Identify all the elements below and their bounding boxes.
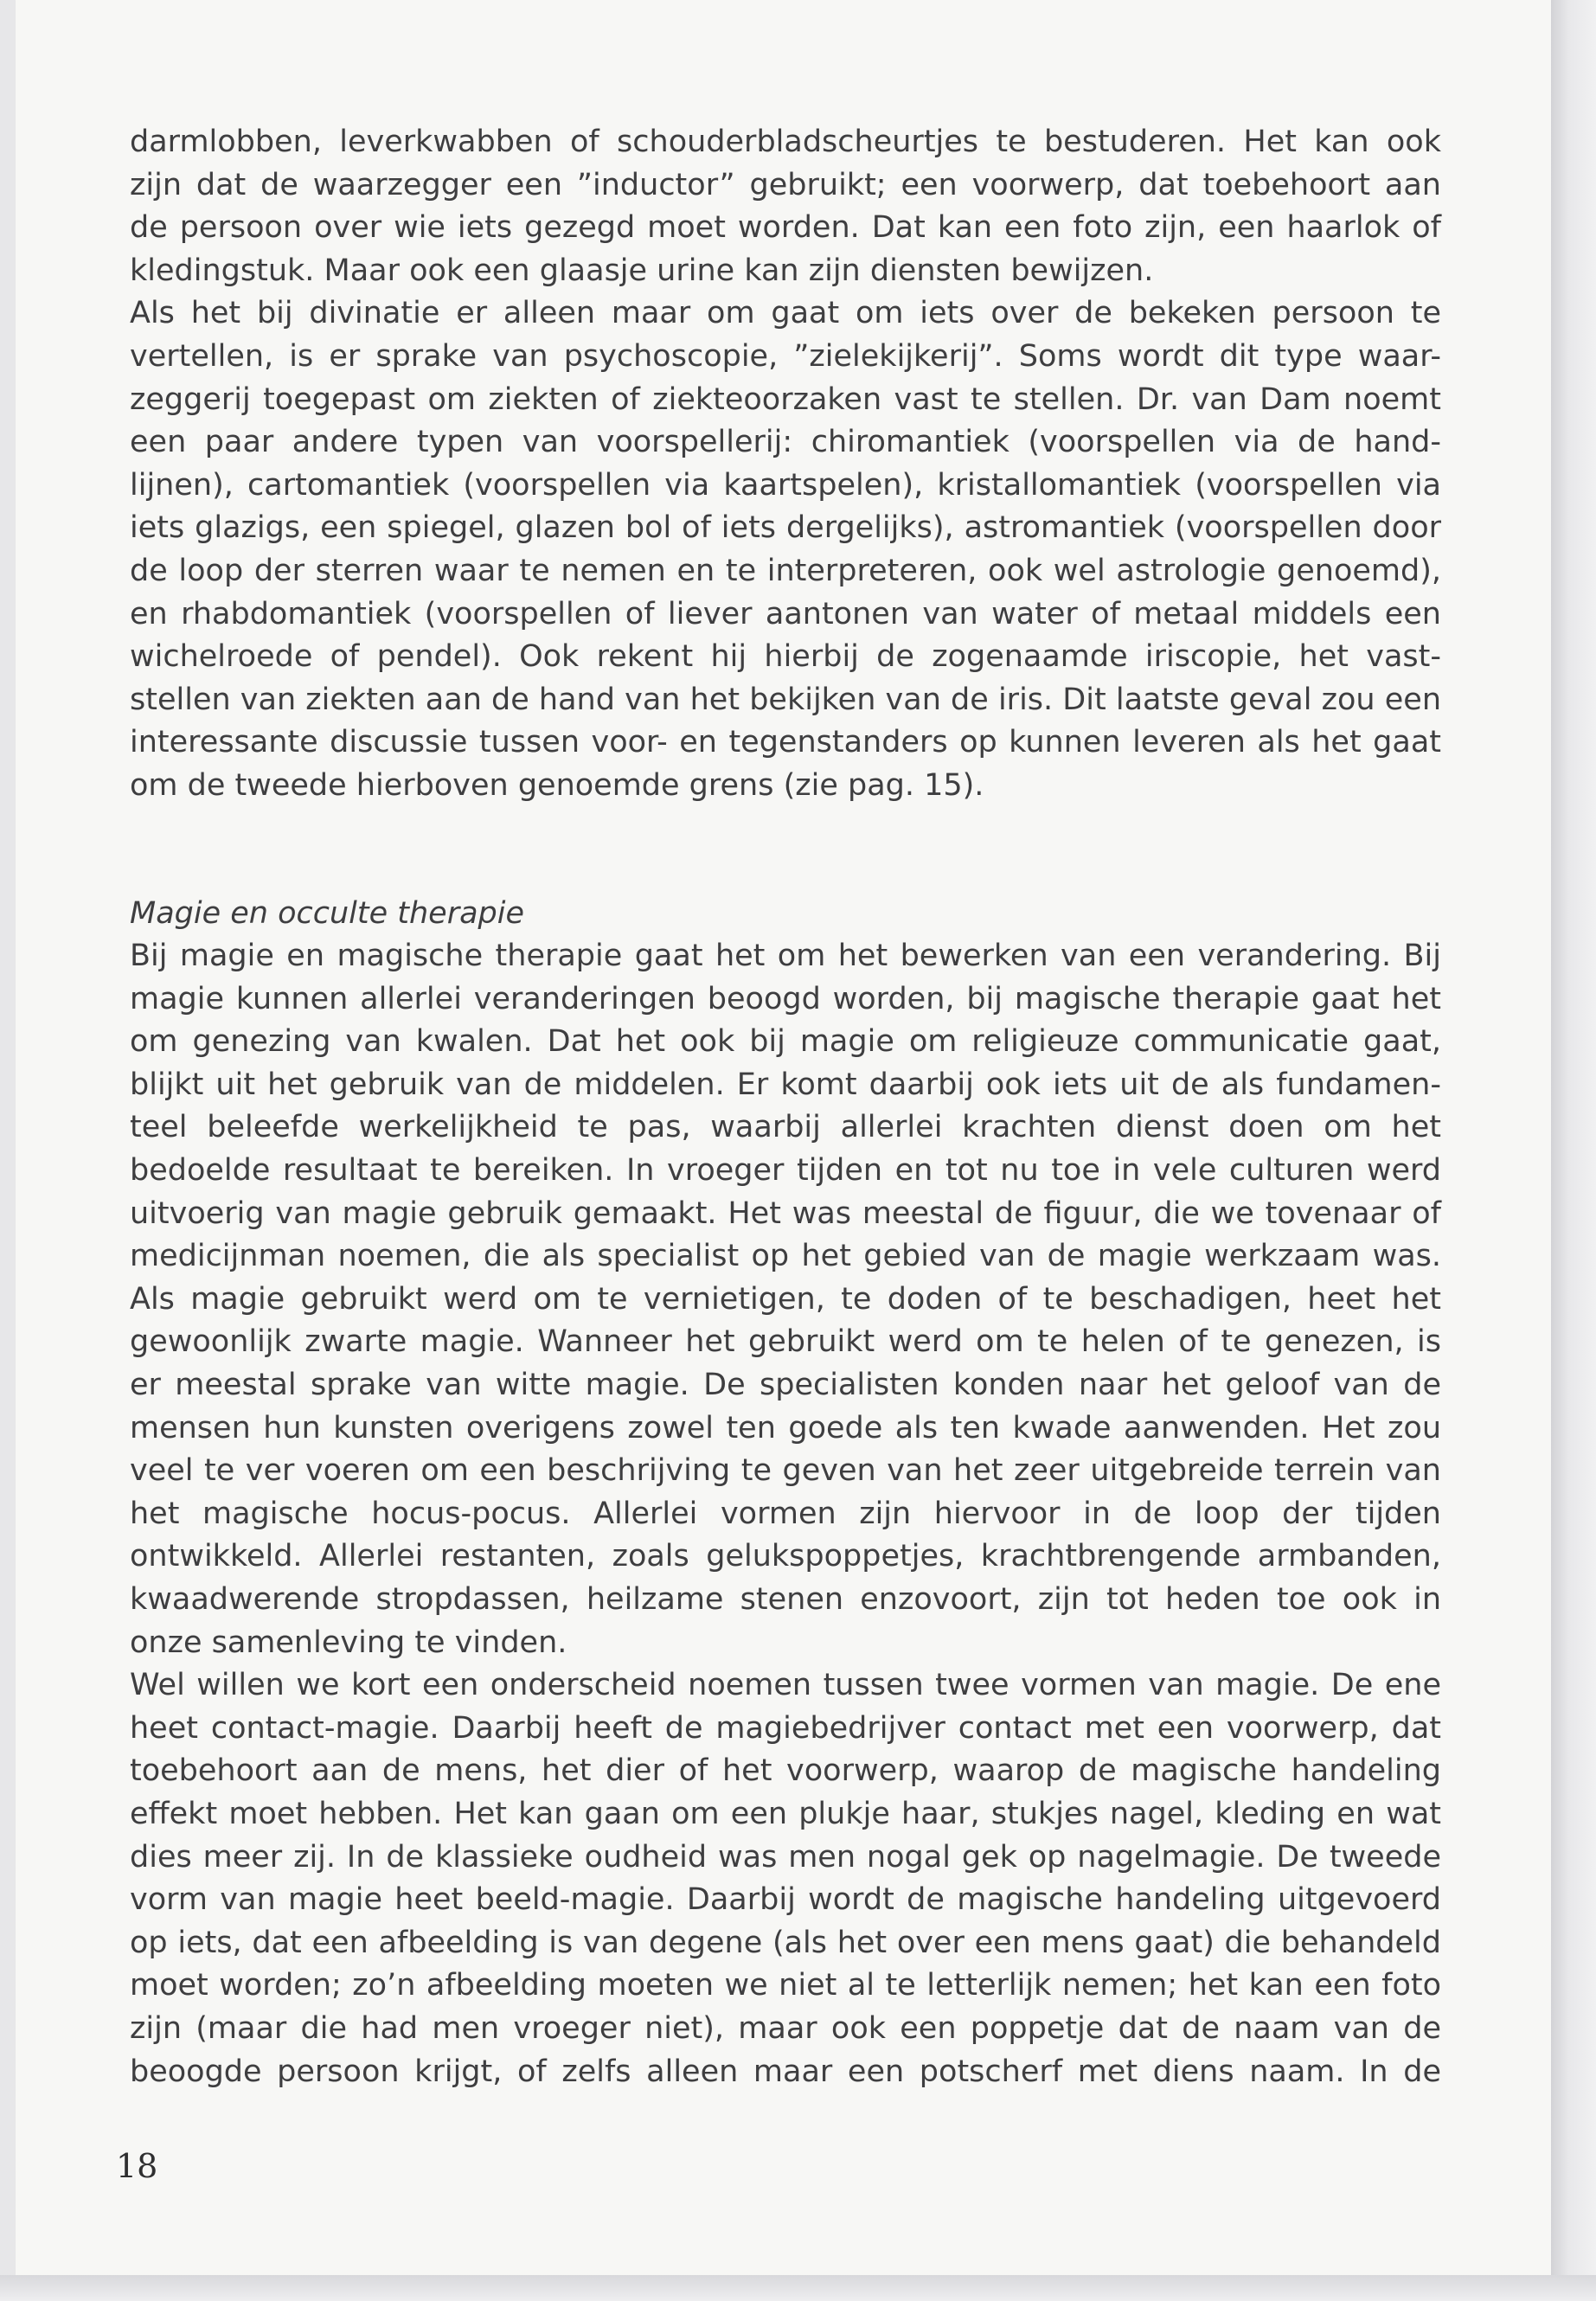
text-line: iets glazigs, een spiegel, glazen bol of iets dergelijks), astromantiek (voorspellen door	[130, 510, 1441, 546]
text-line: dies meer zij. In de klassieke oudheid was men nogal gek op nagelmagie. De tweede	[130, 1839, 1441, 1875]
text-line: er meestal sprake van witte magie. De specialisten konden naar het geloof van de	[130, 1368, 1441, 1403]
text-line: onze samenleving te vinden.	[130, 1625, 567, 1660]
text-line: de persoon over wie iets gezegd moet worden. Dat kan een foto zijn, een haarlok of	[130, 210, 1441, 246]
text-line: vorm van magie heet beeld-magie. Daarbij wordt de magische handeling uitgevoerd	[130, 1882, 1441, 1918]
text-line: Als het bij divinatie er alleen maar om gaat om iets over de bekeken persoon te	[130, 296, 1441, 331]
text-line: moet worden; zo’n afbeelding moeten we niet al te letterlijk nemen; het kan een foto	[130, 1968, 1441, 2003]
text-line: gewoonlijk zwarte magie. Wanneer het gebruikt werd om te helen of te genezen, is	[130, 1324, 1441, 1360]
page-edge-shadow	[1551, 0, 1596, 2301]
text-line: vertellen, is er sprake van psychoscopie, ”zielekijkerij”. Soms wordt dit type waar-	[130, 338, 1441, 374]
text-line: medicijnman noemen, die als specialist op het gebied van de magie werkzaam was.	[130, 1239, 1441, 1274]
text-line: op iets, dat een afbeelding is van degene (als het over een mens gaat) die behandeld	[130, 1925, 1441, 1960]
body-text	[130, 121, 1441, 2093]
text-line: Bij magie en magische therapie gaat het om het bewerken van een verandering. Bij	[130, 939, 1441, 974]
text-line: toebehoort aan de mens, het dier of het voorwerp, waarop de magische handeling	[130, 1753, 1441, 1789]
text-line: kwaadwerende stropdassen, heilzame stenen enzovoort, zijn tot heden toe ook in	[130, 1582, 1441, 1617]
text-line: zijn (maar die had men vroeger niet), maar ook een poppetje dat de naam van de	[130, 2010, 1441, 2046]
text-line: Wel willen we kort een onderscheid noemen tussen twee vormen van magie. De ene	[130, 1668, 1441, 1703]
text-line: mensen hun kunsten overigens zowel ten goede als ten kwade aanwenden. Het zou	[130, 1410, 1441, 1445]
page-number: 18	[116, 2147, 158, 2185]
paragraph-divination	[130, 121, 1441, 808]
text-line: stellen van ziekten aan de hand van het bekijken van de iris. Dit laatste geval zou een	[130, 682, 1441, 717]
text-line: lijnen), cartomantiek (voorspellen via kaartspelen), kristallomantiek (voorspellen via	[130, 467, 1441, 503]
text-line: beoogde persoon krijgt, of zelfs alleen maar een potscherf met diens naam. In de	[130, 2054, 1441, 2089]
text-line: de loop der sterren waar te nemen en te interpreteren, ook wel astrologie genoemd),	[130, 553, 1441, 588]
text-line: zeggerij toegepast om ziekten of ziekteoorzaken vast te stellen. Dr. van Dam noemt	[130, 381, 1441, 417]
text-line: effekt moet hebben. Het kan gaan om een plukje haar, stukjes nagel, kleding en wat	[130, 1796, 1441, 1831]
text-line: uitvoerig van magie gebruik gemaakt. Het was meestal de figuur, die we tovenaar of	[130, 1195, 1441, 1231]
text-line: bedoelde resultaat te bereiken. In vroeger tijden en tot nu toe in vele culturen werd	[130, 1153, 1441, 1189]
text-line: kledingstuk. Maar ook een glaasje urine kan zijn diensten bewijzen.	[130, 253, 1154, 288]
text-line: interessante discussie tussen voor- en tegenstanders op kunnen leveren als het gaat	[130, 725, 1441, 760]
text-line: om de tweede hierboven genoemde grens (zie pag. 15).	[130, 767, 984, 803]
text-line: om genezing van kwalen. Dat het ook bij magie om religieuze communicatie gaat,	[130, 1024, 1441, 1060]
text-line: veel te ver voeren om een beschrijving te geven van het zeer uitgebreide terrein van	[130, 1453, 1441, 1489]
section-heading: Magie en occulte therapie	[130, 895, 525, 931]
text-line: darmlobben, leverkwabben of schouderbladscheurtjes te bestuderen. Het kan ook	[130, 125, 1441, 159]
text-line: zijn dat de waarzegger een ”inductor” gebruikt; een voorwerp, dat toebehoort aan	[130, 167, 1441, 202]
text-line: magie kunnen allerlei veranderingen beoogd worden, bij magische therapie gaat het	[130, 981, 1441, 1016]
text-line: ontwikkeld. Allerlei restanten, zoals gelukspoppetjes, krachtbrengende armbanden,	[130, 1539, 1441, 1574]
text-line: heet contact-magie. Daarbij heeft de magiebedrijver contact met een voorwerp, dat	[130, 1710, 1441, 1746]
text-line: wichelroede of pendel). Ook rekent hij hierbij de zogenaamde iriscopie, het vast-	[130, 639, 1441, 675]
text-line: het magische hocus-pocus. Allerlei vormen zijn hiervoor in de loop der tijden	[130, 1496, 1441, 1531]
page-bottom-edge	[0, 2275, 1596, 2301]
text-line: een paar andere typen van voorspellerij: chiromantiek (voorspellen via de hand-	[130, 425, 1441, 460]
text-line: blijkt uit het gebruik van de middelen. Er komt daarbij ook iets uit de als fundamen-	[130, 1067, 1441, 1102]
text-line: teel beleefde werkelijkheid te pas, waarbij allerlei krachten dienst doen om het	[130, 1110, 1441, 1145]
text-line: Als magie gebruikt werd om te vernietigen, te doden of te beschadigen, heet het	[130, 1281, 1441, 1317]
paragraph-magic	[130, 935, 1441, 2093]
text-line: en rhabdomantiek (voorspellen of liever aantonen van water of metaal middels een	[130, 596, 1441, 631]
